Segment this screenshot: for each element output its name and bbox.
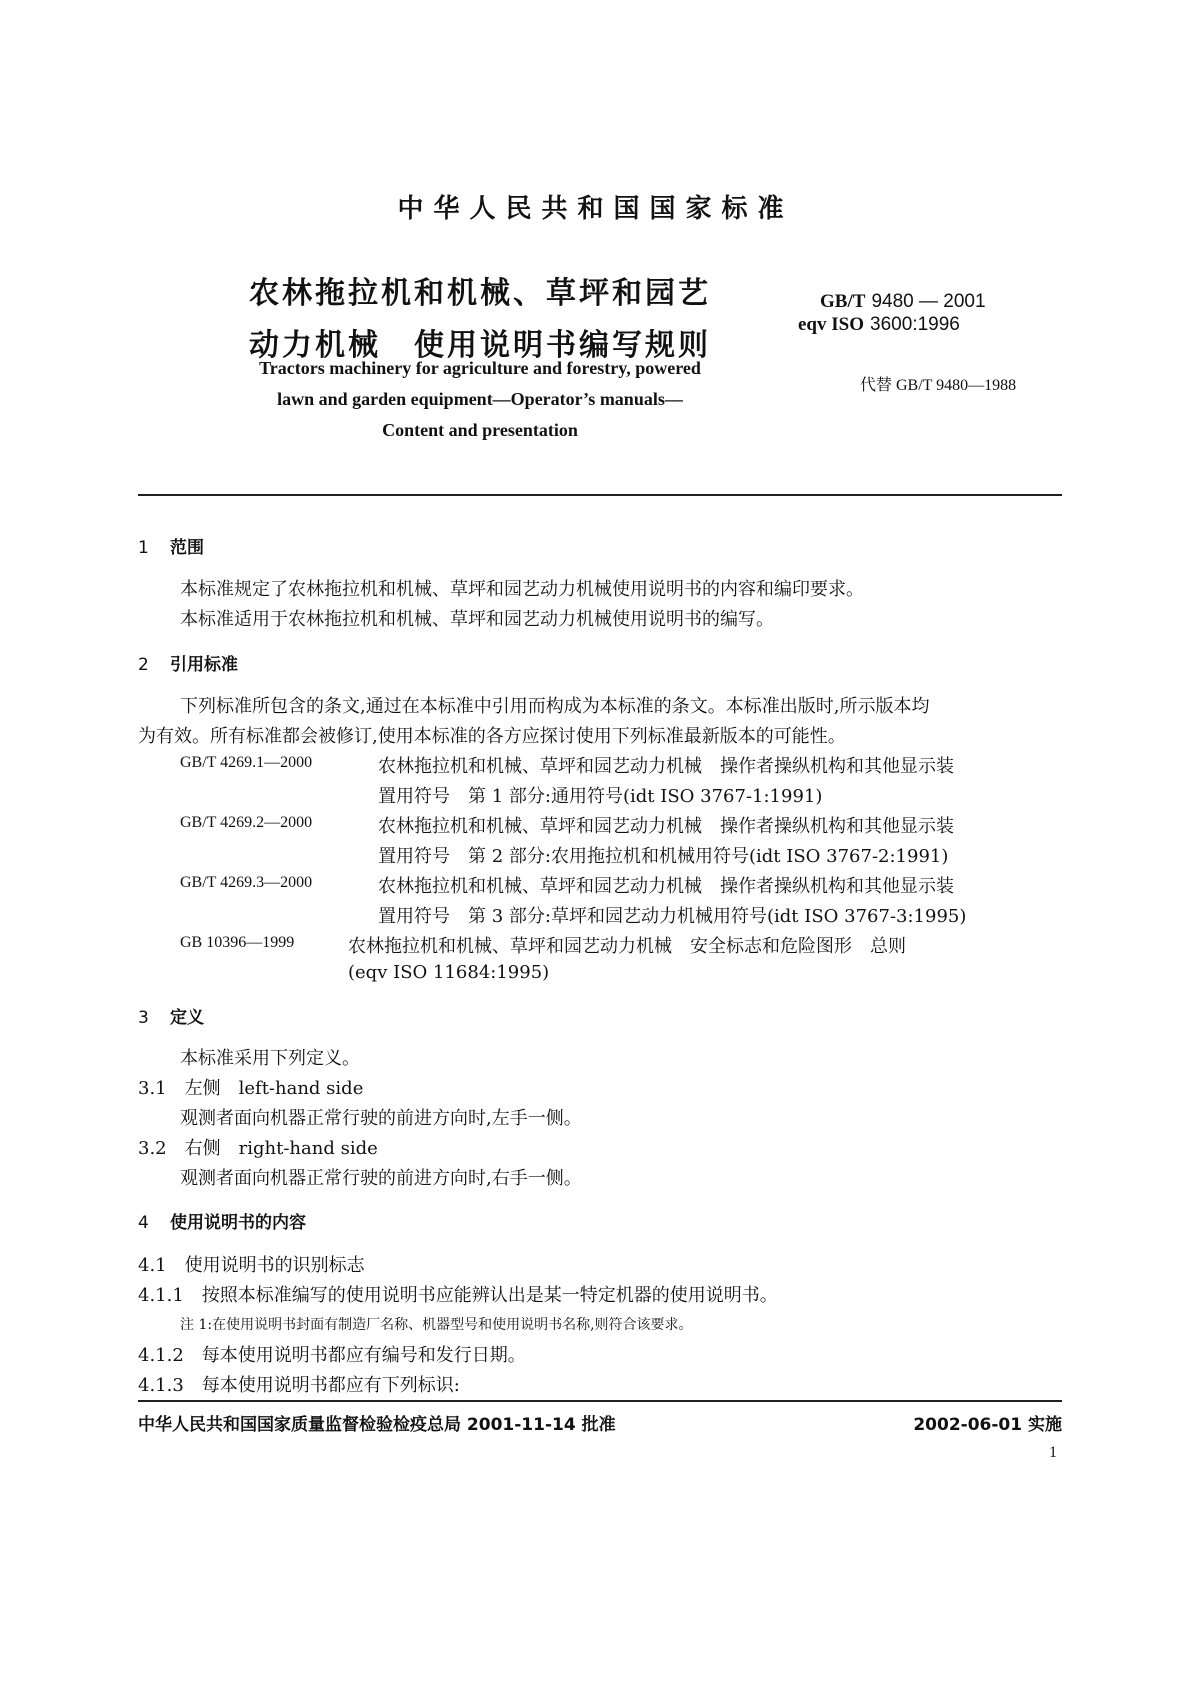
- page-number: 1: [1049, 1444, 1057, 1461]
- ref-text-line1: 农林拖拉机和机械、草坪和园艺动力机械 安全标志和危险图形 总则: [348, 936, 906, 957]
- section-4-heading: [138, 1208, 306, 1233]
- title-en-line1: Tractors machinery for agriculture and forestry, powered: [259, 358, 701, 378]
- effective-date: 2002-06-01 实施: [913, 1415, 1062, 1435]
- definition-3-2-text: 观测者面向机器正常行驶的前进方向时,右手一侧。: [180, 1168, 582, 1189]
- footer-divider: [138, 1400, 1062, 1402]
- section-3-para-1: 本标准采用下列定义。: [180, 1048, 360, 1069]
- ref-text-line1: 农林拖拉机和机械、草坪和园艺动力机械 操作者操纵机构和其他显示装: [378, 756, 954, 777]
- national-standard-heading: 中华人民共和国国家标准: [397, 194, 794, 224]
- section-2-para-line2: 为有效。所有标准都会被修订,使用本标准的各方应探讨使用下列标准最新版本的可能性。: [138, 726, 846, 747]
- section-2-para-line1: 下列标准所包含的条文,通过在本标准中引用而构成为本标准的条文。本标准出版时,所示版本均: [180, 696, 930, 717]
- std-number: 9480 — 2001: [871, 291, 986, 312]
- title-en-line3: Content and presentation: [382, 420, 578, 440]
- definition-3-2-heading: 3.2 右侧 right-hand side: [138, 1138, 378, 1159]
- ref-code: GB 10396—1999: [180, 934, 295, 951]
- clause-4-1-1: 4.1.1 按照本标准编写的使用说明书应能辨认出是某一特定机器的使用说明书。: [138, 1285, 778, 1306]
- section-4-number: 4: [138, 1213, 149, 1233]
- standard-number: [820, 290, 986, 313]
- section-1-para-2: 本标准适用于农林拖拉机和机械、草坪和园艺动力机械使用说明书的编写。: [180, 609, 774, 630]
- section-3-number: 3: [138, 1008, 149, 1028]
- section-3-heading: [138, 1003, 204, 1028]
- clause-4-1-3: 4.1.3 每本使用说明书都应有下列标识:: [138, 1375, 460, 1396]
- ref-text-line2: (eqv ISO 11684:1995): [348, 962, 550, 983]
- title-zh-line1: 农林拖拉机和机械、草坪和园艺: [249, 276, 711, 311]
- title-zh-line2: 动力机械 使用说明书编写规则: [249, 328, 711, 363]
- section-2-title: 引用标准: [170, 655, 238, 675]
- std-prefix: GB/T: [820, 291, 866, 312]
- ref-text-line1: 农林拖拉机和机械、草坪和园艺动力机械 操作者操纵机构和其他显示装: [378, 816, 954, 837]
- eqv-prefix: eqv ISO: [798, 314, 864, 335]
- section-2-heading: [138, 650, 238, 675]
- section-1-para-1: 本标准规定了农林拖拉机和机械、草坪和园艺动力机械使用说明书的内容和编印要求。: [180, 579, 864, 600]
- clause-4-1: 4.1 使用说明书的识别标志: [138, 1255, 365, 1276]
- note-1: 注 1:在使用说明书封面有制造厂名称、机器型号和使用说明书名称,则符合该要求。: [180, 1317, 693, 1333]
- eqv-number: 3600:1996: [870, 314, 960, 335]
- approval-line: 中华人民共和国国家质量监督检验检疫总局 2001-11-14 批准: [138, 1415, 616, 1435]
- ref-text-line1: 农林拖拉机和机械、草坪和园艺动力机械 操作者操纵机构和其他显示装: [378, 876, 954, 897]
- section-1-title: 范围: [170, 538, 204, 558]
- clause-4-1-2: 4.1.2 每本使用说明书都应有编号和发行日期。: [138, 1345, 526, 1366]
- ref-text-line2: 置用符号 第 3 部分:草坪和园艺动力机械用符号(idt ISO 3767-3:1995): [378, 906, 967, 927]
- title-en-line2: lawn and garden equipment—Operator’s manuals—: [277, 389, 683, 409]
- header-divider: [138, 494, 1062, 496]
- ref-code: GB/T 4269.3—2000: [180, 874, 313, 891]
- section-2-number: 2: [138, 655, 149, 675]
- equivalent-standard: [798, 313, 960, 336]
- section-3-title: 定义: [170, 1008, 204, 1028]
- section-4-title: 使用说明书的内容: [170, 1213, 306, 1233]
- replaces-standard: 代替 GB/T 9480—1988: [860, 377, 1017, 394]
- ref-code: GB/T 4269.1—2000: [180, 754, 313, 771]
- definition-3-1-text: 观测者面向机器正常行驶的前进方向时,左手一侧。: [180, 1108, 582, 1129]
- ref-text-line2: 置用符号 第 2 部分:农用拖拉机和机械用符号(idt ISO 3767-2:1991): [378, 846, 949, 867]
- ref-code: GB/T 4269.2—2000: [180, 814, 313, 831]
- section-1-heading: [138, 533, 204, 558]
- section-1-number: 1: [138, 538, 149, 558]
- definition-3-1-heading: 3.1 左侧 left-hand side: [138, 1078, 364, 1099]
- ref-text-line2: 置用符号 第 1 部分:通用符号(idt ISO 3767-1:1991): [378, 786, 823, 807]
